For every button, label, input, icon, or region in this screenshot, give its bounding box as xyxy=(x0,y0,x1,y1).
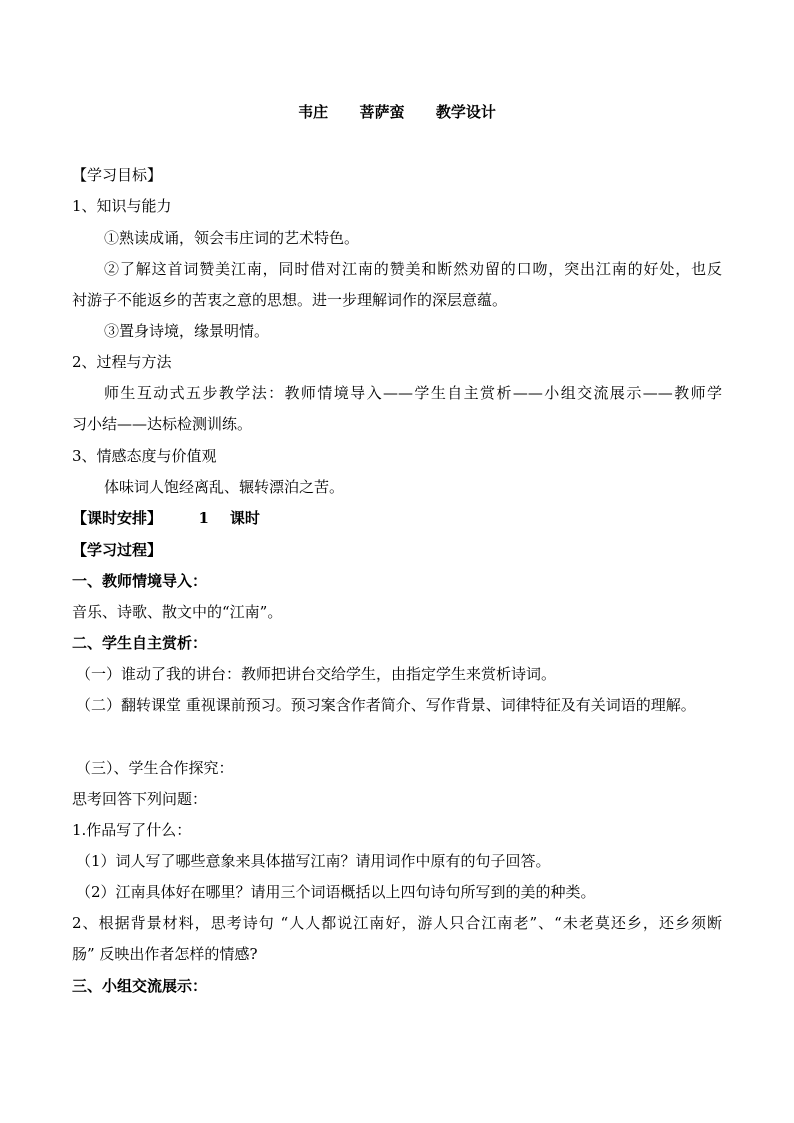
question-2-line-2: 肠” 反映出作者怎样的情感? xyxy=(72,945,258,963)
process-text-line-1: 师生互动式五步教学法：教师情境导入——学生自主赏析——小组交流展示——教师学 xyxy=(104,384,722,402)
subheading-process: 2、过程与方法 xyxy=(72,353,172,371)
section-two-item-2: （二）翻转课堂 重视课前预习。预习案含作者简介、写作背景、词律特征及有关词语的理解。 xyxy=(76,696,696,714)
document-title: 韦庄 菩萨蛮 教学设计 xyxy=(298,103,496,121)
section-one-text: 音乐、诗歌、散文中的“江南”。 xyxy=(72,603,283,621)
objective-item-1: ①熟读成诵，领会韦庄词的艺术特色。 xyxy=(104,229,360,247)
heading-class-hours: 【课时安排】 1 课时 xyxy=(72,509,260,527)
heading-learning-process: 【学习过程】 xyxy=(72,541,163,559)
subheading-knowledge: 1、知识与能力 xyxy=(72,197,172,215)
question-1: 1.作品写了什么： xyxy=(72,821,192,839)
section-two-item-3: （三）、学生合作探究： xyxy=(76,759,234,777)
subheading-emotion: 3、情感态度与价值观 xyxy=(72,447,217,465)
objective-item-2-line-1: ②了解这首词赞美江南，同时借对江南的赞美和断然劝留的口吻，突出江南的好处，也反 xyxy=(104,260,722,278)
objective-item-3: ③置身诗境，缘景明情。 xyxy=(104,322,270,340)
emotion-text: 体味词人饱经离乱、辗转漂泊之苦。 xyxy=(104,478,345,496)
heading-learning-objectives: 【学习目标】 xyxy=(72,166,163,184)
section-one-heading: 一、教师情境导入： xyxy=(72,572,208,590)
question-intro: 思考回答下列问题： xyxy=(72,790,208,808)
section-three-heading: 三、小组交流展示： xyxy=(72,977,208,995)
section-two-heading: 二、学生自主赏析： xyxy=(72,634,208,652)
section-two-item-1: （一）谁动了我的讲台：教师把讲台交给学生，由指定学生来赏析诗词。 xyxy=(76,665,557,683)
question-1-sub-1: （1）词人写了哪些意象来具体描写江南？请用词作中原有的句子回答。 xyxy=(76,852,551,870)
objective-item-2-line-2: 衬游子不能返乡的苦衷之意的思想。进一步理解词作的深层意蕴。 xyxy=(72,291,508,309)
question-2-line-1: 2、根据背景材料，思考诗句 “人人都说江南好，游人只合江南老”、“未老莫还乡，还乡须断 xyxy=(72,914,722,932)
process-text-line-2: 习小结——达标检测训练。 xyxy=(72,415,253,433)
question-1-sub-2: （2）江南具体好在哪里？请用三个词语概括以上四句诗句所写到的美的种类。 xyxy=(76,883,596,901)
